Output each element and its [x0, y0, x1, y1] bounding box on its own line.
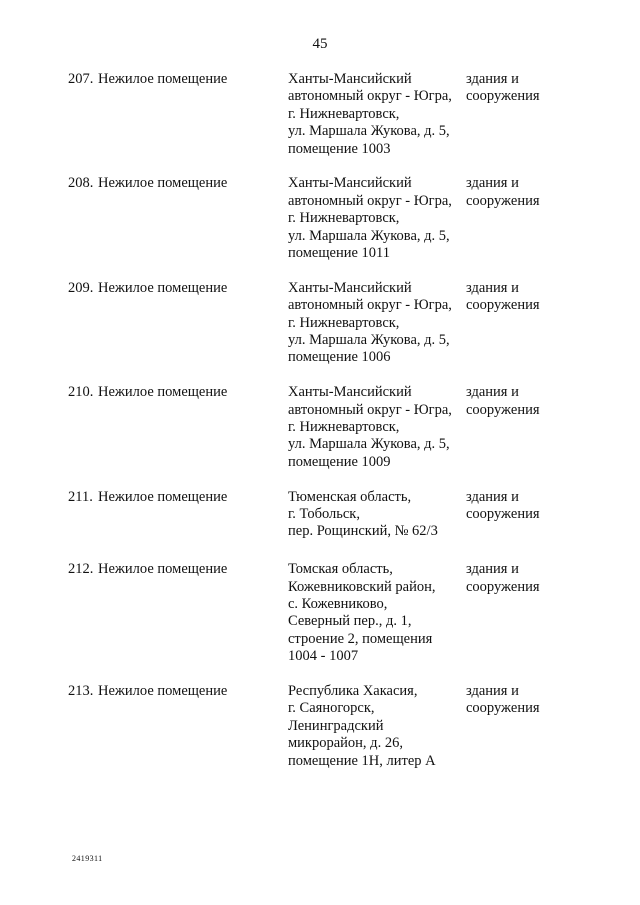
property-entry: [0, 71, 640, 158]
entry-number: 211.: [68, 488, 93, 505]
purpose-line: здания и: [466, 279, 519, 296]
address-line: 1004 - 1007: [288, 648, 359, 665]
entry-address: [288, 175, 468, 262]
purpose-line: здания и: [466, 175, 519, 192]
address-line: помещение 1003: [288, 140, 391, 157]
document-code: 2419311: [72, 854, 103, 863]
address-line: г. Тобольск,: [288, 505, 360, 522]
entry-number: 210.: [68, 384, 94, 401]
purpose-line: здания и: [466, 682, 519, 699]
entry-name: Нежилое помещение: [98, 488, 228, 505]
address-line: г. Нижневартовск,: [288, 105, 400, 122]
entry-purpose: [466, 683, 576, 718]
entry-number: 212.: [68, 561, 94, 578]
entry-number: 209.: [68, 279, 94, 296]
address-line: Томская область,: [288, 561, 393, 578]
purpose-line: сооружения: [466, 297, 540, 314]
address-line: пер. Рощинский, № 62/3: [288, 523, 438, 540]
purpose-line: сооружения: [466, 401, 540, 418]
purpose-line: сооружения: [466, 505, 540, 522]
address-line: помещение 1009: [288, 453, 391, 470]
address-line: помещение 1Н, литер А: [288, 752, 436, 769]
address-line: Ханты-Мансийский: [288, 71, 412, 87]
purpose-line: сооружения: [466, 578, 540, 595]
address-line: ул. Маршала Жукова, д. 5,: [288, 227, 450, 244]
address-line: г. Нижневартовск,: [288, 418, 400, 435]
address-line: Ленинградский: [288, 717, 384, 734]
address-line: автономный округ - Югра,: [288, 297, 452, 314]
property-entry: [0, 175, 640, 262]
address-line: ул. Маршала Жукова, д. 5,: [288, 123, 450, 140]
entry-number: 213.: [68, 682, 94, 699]
entry-name: Нежилое помещение: [98, 561, 228, 578]
property-entry: [0, 489, 640, 541]
entry-name: Нежилое помещение: [98, 175, 228, 192]
address-line: помещение 1011: [288, 245, 390, 262]
address-line: автономный округ - Югра,: [288, 192, 452, 209]
entry-purpose: [466, 280, 576, 315]
entry-purpose: [466, 489, 576, 524]
entry-name: Нежилое помещение: [98, 279, 228, 296]
address-line: Ханты-Мансийский: [288, 175, 412, 192]
entry-name: Нежилое помещение: [98, 71, 228, 87]
entry-address: [288, 683, 468, 770]
entry-number: 208.: [68, 175, 94, 192]
purpose-line: сооружения: [466, 192, 540, 209]
entry-address: [288, 561, 468, 665]
address-line: Республика Хакасия,: [288, 682, 418, 699]
address-line: Северный пер., д. 1,: [288, 613, 412, 630]
entry-purpose: [466, 175, 576, 210]
page-number: 45: [312, 36, 328, 52]
entry-number: 207.: [68, 71, 94, 87]
purpose-line: здания и: [466, 71, 519, 87]
entry-address: [288, 384, 468, 471]
entry-address: [288, 71, 468, 158]
purpose-line: здания и: [466, 384, 519, 401]
address-line: с. Кожевниково,: [288, 595, 388, 612]
entry-purpose: [466, 71, 576, 106]
address-line: микрорайон, д. 26,: [288, 735, 403, 752]
property-entry: [0, 384, 640, 471]
address-line: г. Нижневартовск,: [288, 314, 400, 331]
address-line: Тюменская область,: [288, 488, 412, 505]
address-line: Кожевниковский район,: [288, 578, 436, 595]
address-line: автономный округ - Югра,: [288, 401, 452, 418]
entry-purpose: [466, 384, 576, 419]
entry-name: Нежилое помещение: [98, 682, 228, 699]
address-line: Ханты-Мансийский: [288, 384, 412, 401]
entry-address: [288, 489, 468, 541]
address-line: Ханты-Мансийский: [288, 279, 412, 296]
property-entry: [0, 683, 640, 770]
purpose-line: сооружения: [466, 700, 540, 717]
property-entry: [0, 280, 640, 367]
address-line: г. Саяногорск,: [288, 700, 375, 717]
address-line: г. Нижневартовск,: [288, 210, 400, 227]
address-line: помещение 1006: [288, 349, 391, 366]
entry-address: [288, 280, 468, 367]
property-entry: [0, 561, 640, 665]
purpose-line: здания и: [466, 488, 519, 505]
address-line: ул. Маршала Жукова, д. 5,: [288, 436, 450, 453]
address-line: ул. Маршала Жукова, д. 5,: [288, 332, 450, 348]
entry-purpose: [466, 561, 576, 596]
address-line: автономный округ - Югра,: [288, 88, 452, 105]
entry-name: Нежилое помещение: [98, 384, 228, 401]
property-list: [0, 71, 640, 787]
purpose-line: сооружения: [466, 88, 540, 105]
address-line: строение 2, помещения: [288, 630, 433, 647]
purpose-line: здания и: [466, 561, 519, 578]
